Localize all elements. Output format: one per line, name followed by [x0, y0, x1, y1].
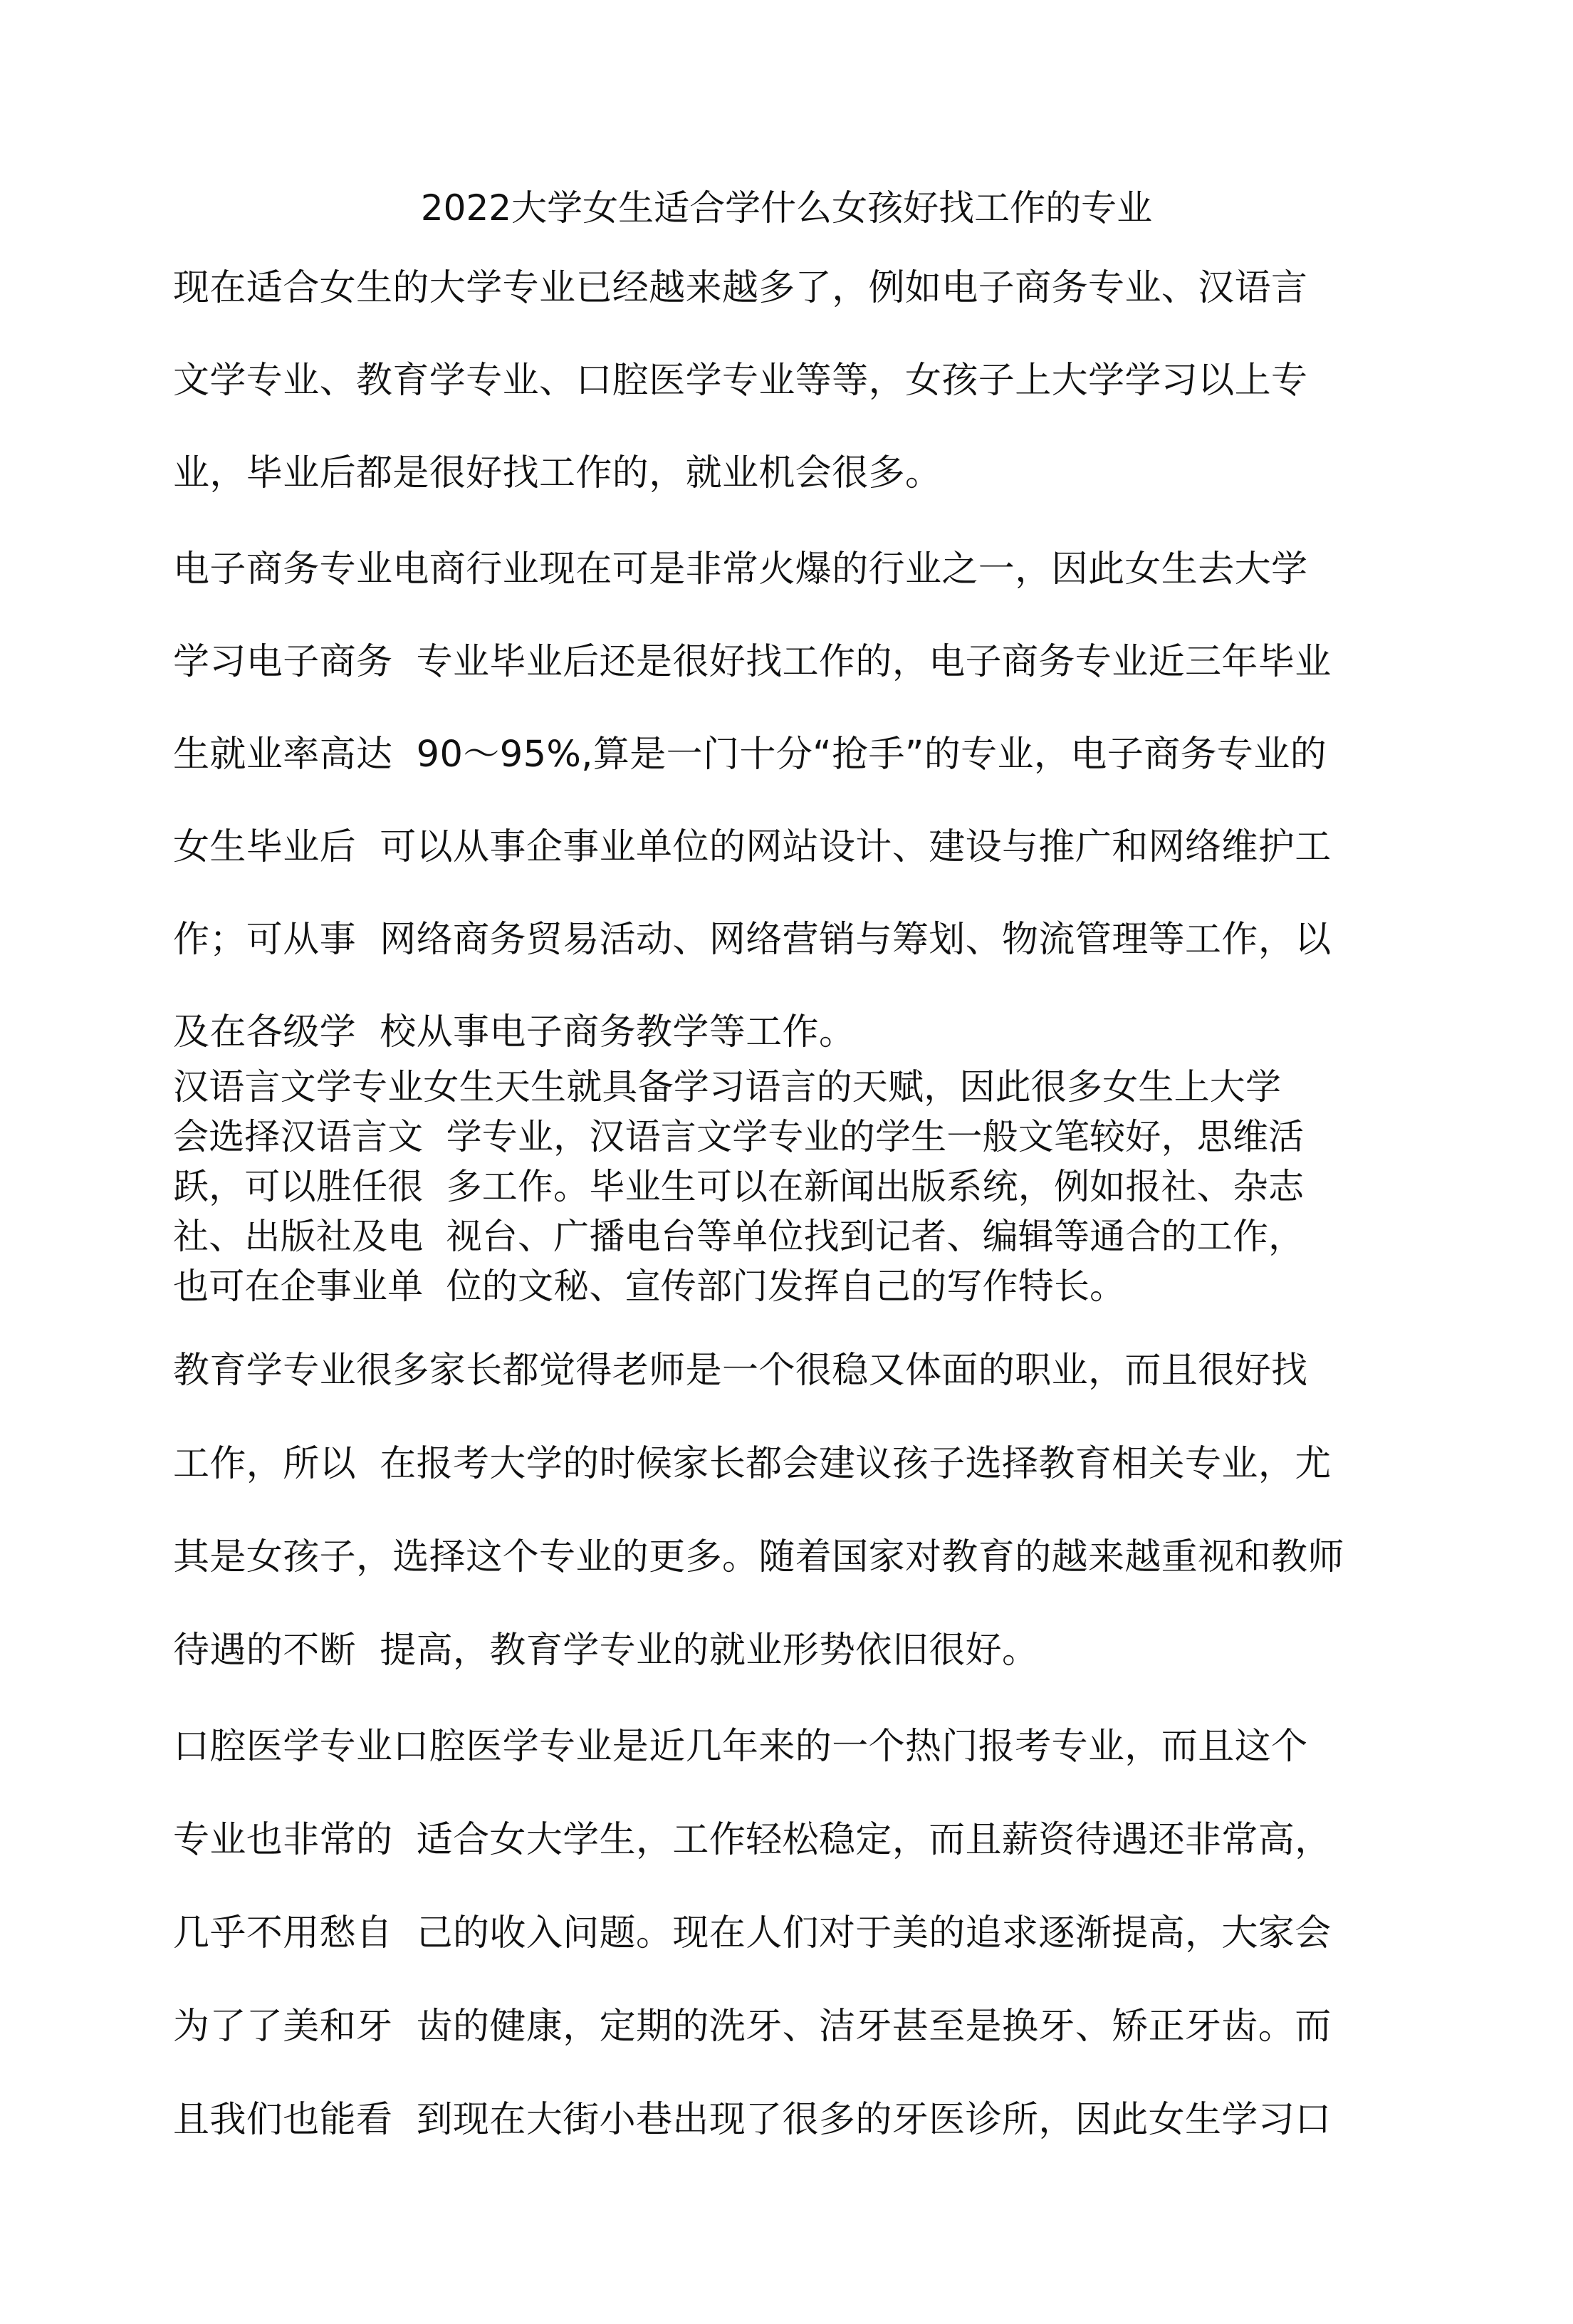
paragraph-line: 待遇的不断 提高，教育学专业的就业形势依旧很好。 [173, 1630, 1039, 1672]
paragraph-line: 工作，所以 在报考大学的时候家长都会建议孩子选择教育相关专业，尤 [173, 1443, 1332, 1485]
paragraph-line: 几乎不用愁自 己的收入问题。现在人们对于美的追求逐渐提高，大家会 [173, 1912, 1332, 1954]
paragraph-line: 电子商务专业电商行业现在可是非常火爆的行业之一，因此女生去大学 [173, 548, 1308, 590]
paragraph-line: 教育学专业很多家长都觉得老师是一个很稳又体面的职业，而且很好找 [173, 1350, 1308, 1392]
paragraph-line: 生就业率高达 90〜95%,算是一门十分“抢手”的专业，电子商务专业的 [173, 734, 1327, 776]
paragraph-line: 且我们也能看 到现在大街小巷出现了很多的牙医诊所，因此女生学习口 [173, 2099, 1332, 2141]
paragraph-line: 跃，可以胜任很 多工作。毕业生可以在新闻出版系统，例如报社、杂志 [173, 1166, 1305, 1207]
paragraph-line: 女生毕业后 可以从事企事业单位的网站设计、建设与推广和网络维护工 [173, 826, 1332, 868]
document-title: 2022大学女生适合学什么女孩好找工作的专业 [420, 187, 1153, 229]
paragraph-line: 专业也非常的 适合女大学生，工作轻松稳定，而且薪资待遇还非常高， [173, 1819, 1332, 1861]
paragraph-line: 现在适合女生的大学专业已经越来越多了，例如电子商务专业、汉语言 [173, 267, 1308, 309]
paragraph-line: 汉语言文学专业女生天生就具备学习语言的天赋，因此很多女生上大学 [173, 1066, 1282, 1108]
paragraph-line: 其是女孩子，选择这个专业的更多。随着国家对教育的越来越重视和教师 [173, 1536, 1344, 1578]
paragraph-line: 业，毕业后都是很好找工作的，就业机会很多。 [173, 452, 942, 494]
paragraph-line: 社、出版社及电 视台、广播电台等单位找到记者、编辑等通合的工作， [173, 1216, 1305, 1257]
paragraph-line: 作；可从事 网络商务贸易活动、网络营销与筹划、物流管理等工作，以 [173, 919, 1332, 961]
paragraph-line: 为了了美和牙 齿的健康，定期的洗牙、洁牙甚至是换牙、矫正牙齿。而 [173, 2006, 1332, 2048]
paragraph-line: 文学专业、教育学专业、口腔医学专业等等，女孩子上大学学习以上专 [173, 360, 1308, 402]
paragraph-line: 及在各级学 校从事电子商务教学等工作。 [173, 1011, 856, 1053]
paragraph-line: 学习电子商务 专业毕业后还是很好找工作的，电子商务专业近三年毕业 [173, 641, 1332, 683]
paragraph-line: 也可在企事业单 位的文秘、宣传部门发挥自己的写作特长。 [173, 1266, 1126, 1307]
paragraph-line: 会选择汉语言文 学专业，汉语言文学专业的学生一般文笔较好，思维活 [173, 1116, 1305, 1157]
paragraph-line: 口腔医学专业口腔医学专业是近几年来的一个热门报考专业，而且这个 [173, 1726, 1308, 1768]
